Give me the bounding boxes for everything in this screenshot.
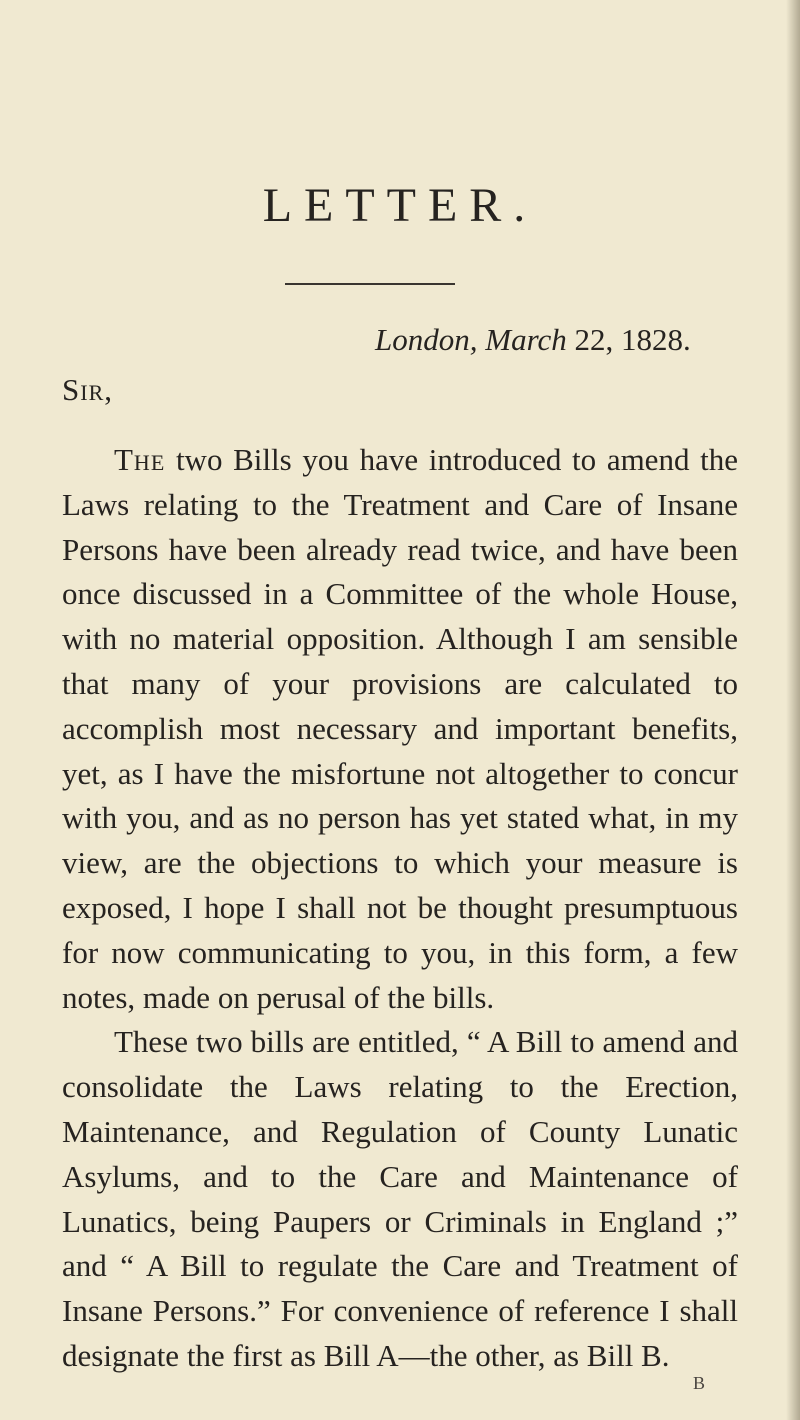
paragraph-2	[62, 1020, 738, 1378]
paragraph-1-lead: The	[114, 442, 166, 477]
paragraph-1	[62, 438, 738, 1020]
paragraph-2-text: These two bills are entitled, “ A Bill to amend and consolidate the Laws relating to the Erection, Maintenance, and Regulation of County Lunatic Asylums, and to the Care and Maintenance of Lunatics, being Paupers or Criminals in England ;” and “ A Bill to regulate the Care and Treatment of Insane Persons.” For convenience of reference I shall designate the first as Bill A—the other, as Bill B.	[62, 1024, 738, 1373]
letter-body	[62, 438, 738, 1379]
letter-title: LETTER.	[262, 179, 538, 232]
title-rule	[285, 283, 455, 285]
salutation: Sir,	[62, 372, 113, 407]
paragraph-1-text: two Bills you have introduced to amend the Laws relating to the Treatment and Care of Insane Persons have been already read twice, and have been once discussed in a Committee of the whole House, with no material opposition. Although I am sensible that many of your provisions are calculated to accomplish most necessary and important benefits, yet, as I have the misfortune not altogether to concur with you, and as no person has yet stated what, in my view, are the objections to which your measure is exposed, I hope I shall not be thought presumptuous for now communicating to you, in this form, a few notes, made on perusal of the bills.	[62, 442, 738, 1015]
dateline	[375, 322, 691, 358]
dateline-date: 22, 1828.	[574, 322, 691, 357]
signature-mark: B	[693, 1373, 706, 1393]
dateline-place: London, March	[375, 322, 567, 357]
